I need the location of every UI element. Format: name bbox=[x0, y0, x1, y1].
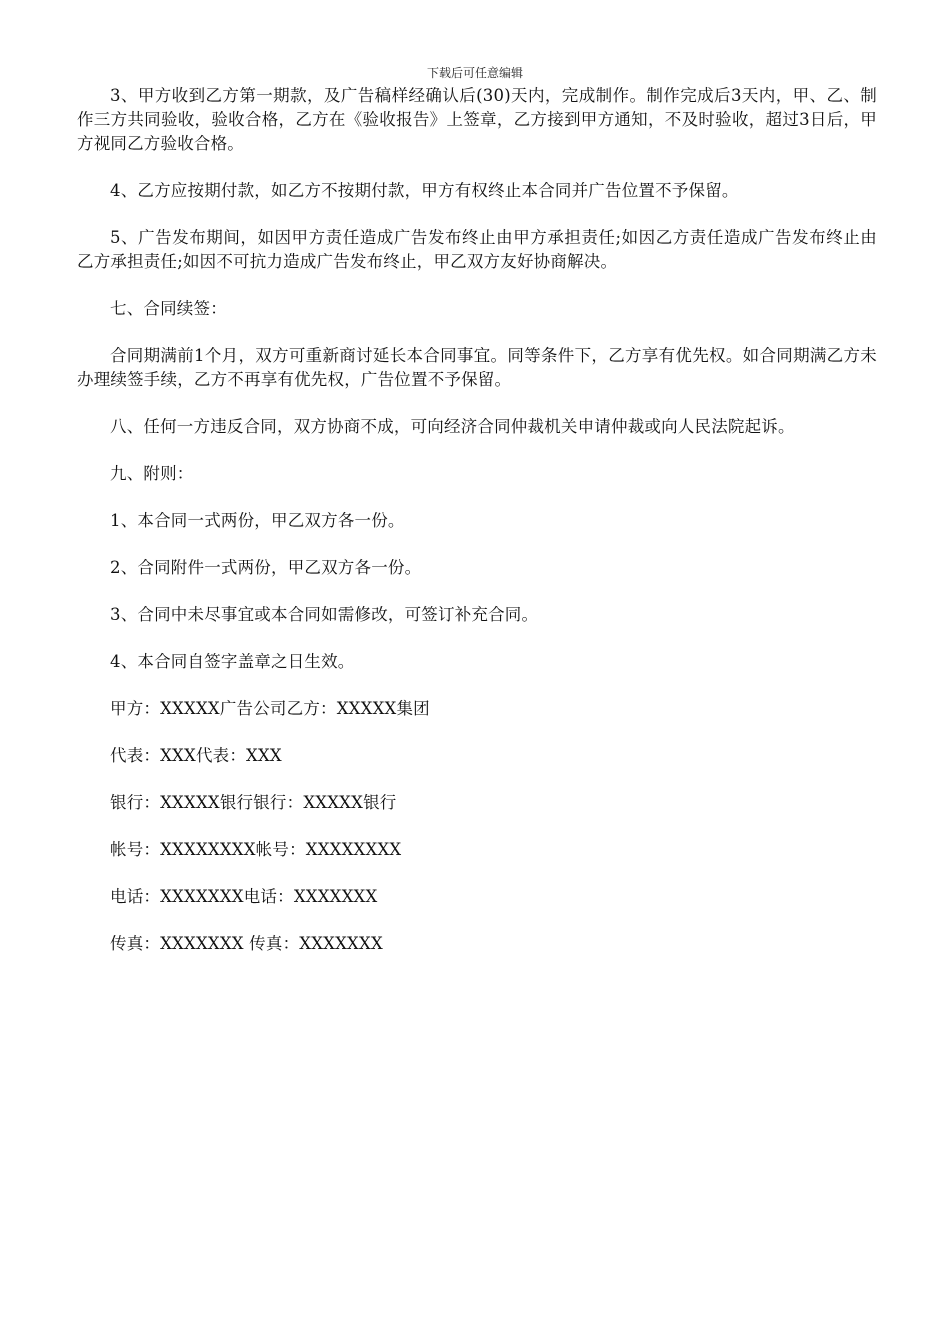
clause-5-liability: 5、广告发布期间，如因甲方责任造成广告发布终止由甲方承担责任;如因乙方责任造成广告发布终止由乙方承担责任;如因不可抗力造成广告发布终止，甲乙双方友好协商解决。 bbox=[77, 228, 877, 271]
section-8-dispute: 八、任何一方违反合同，双方协商不成，可向经济合同仲裁机关申请仲裁或向人民法院起诉。 bbox=[110, 417, 795, 436]
document-body bbox=[77, 84, 877, 979]
party-representatives: 代表：XXX代表：XXX bbox=[110, 746, 282, 765]
appendix-item-3: 3、合同中未尽事宜或本合同如需修改，可签订补充合同。 bbox=[110, 605, 539, 624]
appendix-item-4: 4、本合同自签字盖章之日生效。 bbox=[110, 652, 355, 671]
party-names: 甲方：XXXXX广告公司乙方：XXXXX集团 bbox=[110, 699, 430, 718]
header-note: 下载后可任意编辑 bbox=[426, 66, 523, 80]
party-accounts: 帐号：XXXXXXXX帐号：XXXXXXXX bbox=[110, 840, 402, 859]
party-phones: 电话：XXXXXXX电话：XXXXXXX bbox=[110, 887, 378, 906]
appendix-item-1: 1、本合同一式两份，甲乙双方各一份。 bbox=[110, 511, 405, 530]
clause-3-acceptance: 3、甲方收到乙方第一期款，及广告稿样经确认后(30)天内，完成制作。制作完成后3天内，甲、乙、制作三方共同验收，验收合格，乙方在《验收报告》上签章，乙方接到甲方通知，不及时验收，超过3日后，甲方视同乙方验收合格。 bbox=[77, 86, 877, 153]
clause-4-payment: 4、乙方应按期付款，如乙方不按期付款，甲方有权终止本合同并广告位置不予保留。 bbox=[110, 181, 739, 200]
appendix-item-2: 2、合同附件一式两份，甲乙双方各一份。 bbox=[110, 558, 422, 577]
section-7-renewal-text: 合同期满前1个月，双方可重新商讨延长本合同事宜。同等条件下，乙方享有优先权。如合同期满乙方未办理续签手续，乙方不再享有优先权，广告位置不予保留。 bbox=[77, 346, 877, 389]
section-9-heading: 九、附则： bbox=[110, 464, 194, 483]
party-banks: 银行：XXXXX银行银行：XXXXX银行 bbox=[110, 793, 397, 812]
section-7-heading: 七、合同续签： bbox=[110, 299, 227, 318]
party-fax: 传真：XXXXXXX 传真：XXXXXXX bbox=[110, 934, 383, 953]
